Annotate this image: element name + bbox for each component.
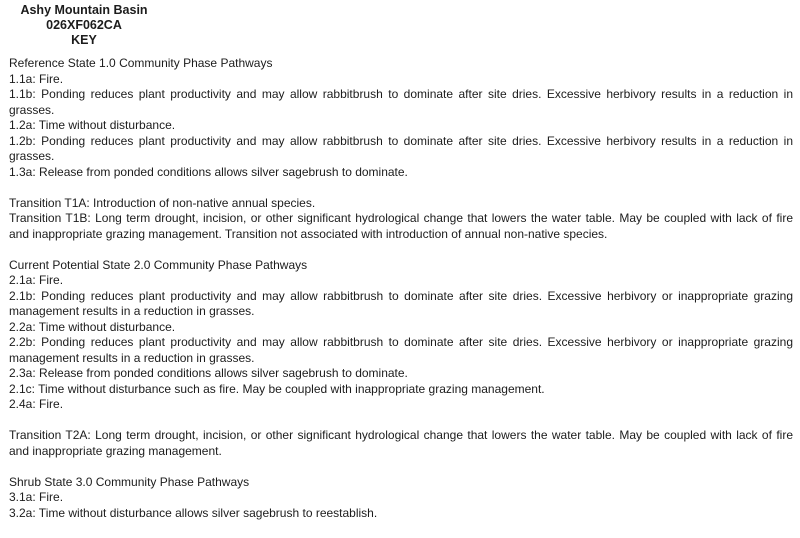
key-label: KEY xyxy=(71,33,97,47)
site-code: 026XF062CA xyxy=(46,18,122,32)
document-header xyxy=(9,3,159,48)
pathway-line: 1.2b: Ponding reduces plant productivity and may allow rabbitbrush to dominate after site dries. Excessive herbivory results in a reduction in grasses. xyxy=(9,133,793,163)
transition-line: Transition T1A: Introduction of non-native annual species. xyxy=(9,195,316,210)
pathway-line: 2.3a: Release from ponded conditions allows silver sagebrush to dominate. xyxy=(9,366,408,380)
pathway-line: 1.1b: Ponding reduces plant productivity and may allow rabbitbrush to dominate after site dries. Excessive herbivory results in a reduction in grasses. xyxy=(9,87,793,117)
transition-line: Transition T1B: Long term drought, incision, or other significant hydrological change that lowers the water table. May be coupled with lack of fire and inappropriate grazing management. Transition not associated with introduction of annual non-native species. xyxy=(9,211,793,241)
section-reference-state xyxy=(9,56,793,180)
pathway-line: 1.3a: Release from ponded conditions allows silver sagebrush to dominate. xyxy=(9,164,408,179)
pathway-line: 1.2a: Time without disturbance. xyxy=(9,118,176,132)
transition-line: Transition T2A: Long term drought, incision, or other significant hydrological change that lowers the water table. May be coupled with lack of fire and inappropriate grazing management. xyxy=(9,428,793,458)
section-shrub-state xyxy=(9,475,793,522)
key-document xyxy=(9,3,793,521)
pathway-line: 2.2b: Ponding reduces plant productivity and may allow rabbitbrush to dominate after site dries. Excessive herbivory or inappropriate grazing management results in a reduction in grasses. xyxy=(9,335,793,365)
pathway-line: 2.1c: Time without disturbance such as fire. May be coupled with inappropriate grazing management. xyxy=(9,381,545,396)
transitions-t2 xyxy=(9,428,793,459)
site-name: Ashy Mountain Basin xyxy=(20,3,148,17)
pathway-line: 2.1a: Fire. xyxy=(9,273,64,287)
section-heading: Shrub State 3.0 Community Phase Pathways xyxy=(9,474,250,489)
pathway-line: 3.1a: Fire. xyxy=(9,490,64,504)
pathway-line: 2.1b: Ponding reduces plant productivity and may allow rabbitbrush to dominate after site dries. Excessive herbivory or inappropriate grazing management results in a reduction in grasses. xyxy=(9,288,793,318)
pathway-line: 3.2a: Time without disturbance allows silver sagebrush to reestablish. xyxy=(9,505,378,520)
pathway-line: 2.2a: Time without disturbance. xyxy=(9,319,176,334)
section-heading: Reference State 1.0 Community Phase Pathways xyxy=(9,56,273,70)
section-heading: Current Potential State 2.0 Community Phase Pathways xyxy=(9,257,308,272)
pathway-line: 2.4a: Fire. xyxy=(9,397,64,411)
transitions-t1 xyxy=(9,196,793,243)
pathway-line: 1.1a: Fire. xyxy=(9,71,64,86)
section-current-potential-state xyxy=(9,258,793,413)
